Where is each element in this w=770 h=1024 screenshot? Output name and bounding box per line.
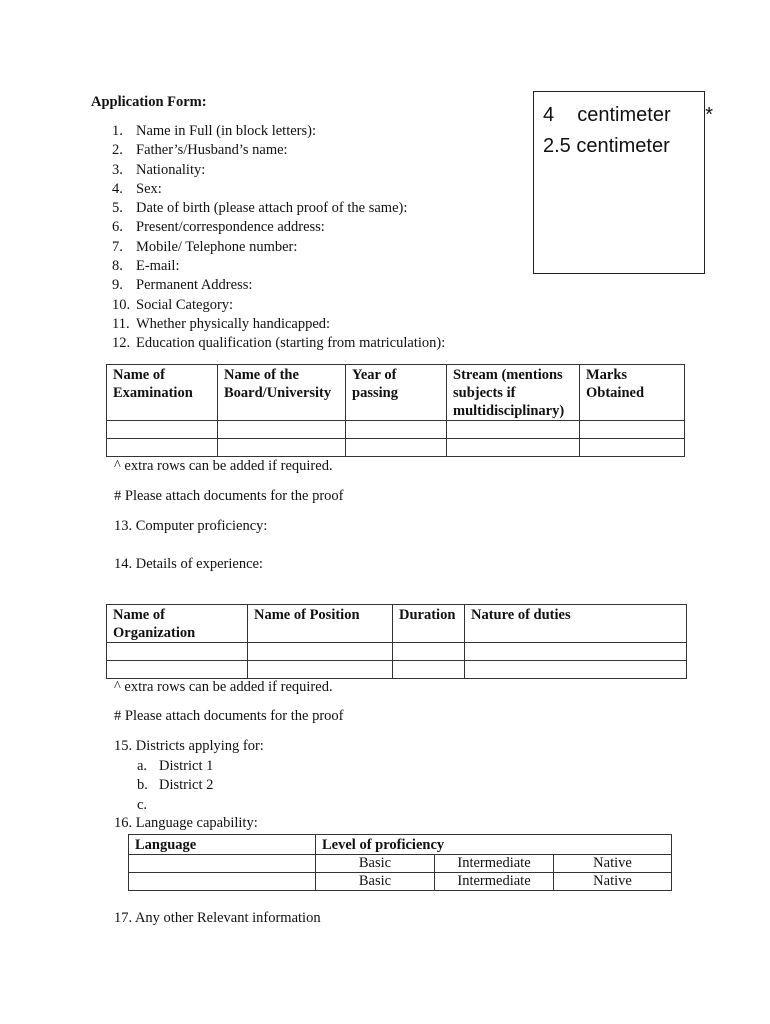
table-header: Name of Examination: [107, 365, 218, 421]
extra-rows-note: ^ extra rows can be added if required.: [114, 679, 333, 695]
other-info-label: 17. Any other Relevant information: [114, 910, 321, 926]
photo-box: [533, 91, 714, 274]
experience-table: [106, 604, 687, 679]
table-cell[interactable]: [346, 439, 447, 457]
form-item: 8. E-mail:: [112, 258, 180, 275]
table-header: Marks Obtained: [580, 365, 685, 421]
table-header: Name of Position: [248, 605, 393, 643]
table-cell[interactable]: [129, 855, 316, 873]
table-row: [129, 873, 672, 891]
table-cell[interactable]: [393, 643, 465, 661]
table-row: [107, 439, 685, 457]
level-option[interactable]: Basic: [316, 855, 435, 873]
table-cell[interactable]: [218, 421, 346, 439]
table-cell[interactable]: [346, 421, 447, 439]
form-item: 3. Nationality:: [112, 161, 206, 178]
attach-documents-note: # Please attach documents for the proof: [114, 488, 344, 504]
table-header: Name of the Board/University: [218, 365, 346, 421]
list-item: a. District 1: [137, 758, 214, 774]
table-header: Level of proficiency: [316, 835, 672, 855]
table-cell[interactable]: [248, 661, 393, 679]
table-row: [107, 661, 687, 679]
form-item: 2. Father’s/Husband’s name:: [112, 142, 288, 159]
table-cell[interactable]: [465, 643, 687, 661]
table-cell[interactable]: [248, 643, 393, 661]
extra-rows-note: ^ extra rows can be added if required.: [114, 458, 333, 474]
level-option[interactable]: Intermediate: [435, 873, 554, 891]
table-cell[interactable]: [218, 439, 346, 457]
table-cell[interactable]: [580, 439, 685, 457]
form-item: 9. Permanent Address:: [112, 277, 253, 294]
table-header: Stream (mentions subjects if multidisciplinary): [447, 365, 580, 421]
language-table: [128, 834, 672, 891]
table-header: Year of passing: [346, 365, 447, 421]
districts-label: 15. Districts applying for:: [114, 738, 264, 754]
form-item: 12. Education qualification (starting from matriculation):: [112, 335, 446, 352]
list-item: c.: [137, 796, 148, 813]
form-title: Application Form:: [91, 94, 207, 110]
experience-label: 14. Details of experience:: [114, 556, 263, 572]
photo-size-line-1: 4 centimeter *: [543, 104, 714, 126]
form-item: 4. Sex:: [112, 180, 162, 197]
table-header: Name of Organization: [107, 605, 248, 643]
computer-proficiency-label: 13. Computer proficiency:: [114, 518, 268, 534]
table-cell[interactable]: [107, 439, 218, 457]
table-row: [107, 421, 685, 439]
table-cell[interactable]: [580, 421, 685, 439]
table-cell[interactable]: [107, 643, 248, 661]
form-item: 1. Name in Full (in block letters):: [112, 123, 317, 139]
table-cell[interactable]: [447, 439, 580, 457]
level-option[interactable]: Intermediate: [435, 855, 554, 873]
table-header: Language: [129, 835, 316, 855]
level-option[interactable]: Native: [554, 873, 672, 891]
table-cell[interactable]: [393, 661, 465, 679]
form-item: 11. Whether physically handicapped:: [112, 315, 331, 332]
table-cell[interactable]: [129, 873, 316, 891]
table-cell[interactable]: [465, 661, 687, 679]
photo-size-line-2: 2.5 centimeter: [543, 135, 670, 157]
form-item: 5. Date of birth (please attach proof of the same):: [112, 200, 408, 217]
table-cell[interactable]: [447, 421, 580, 439]
language-capability-label: 16. Language capability:: [114, 815, 258, 831]
table-row: [107, 643, 687, 661]
table-header: Duration: [393, 605, 465, 643]
table-cell[interactable]: [107, 421, 218, 439]
form-item: 6. Present/correspondence address:: [112, 219, 325, 236]
form-items-list: [112, 122, 445, 354]
list-item: b. District 2: [137, 777, 214, 794]
table-cell[interactable]: [107, 661, 248, 679]
table-row: [129, 855, 672, 873]
education-table: [106, 364, 685, 457]
form-item: 10. Social Category:: [112, 296, 234, 313]
table-header: Nature of duties: [465, 605, 687, 643]
level-option[interactable]: Native: [554, 855, 672, 873]
form-item: 7. Mobile/ Telephone number:: [112, 238, 298, 255]
attach-documents-note: # Please attach documents for the proof: [114, 708, 344, 724]
districts-list: [137, 757, 213, 815]
level-option[interactable]: Basic: [316, 873, 435, 891]
